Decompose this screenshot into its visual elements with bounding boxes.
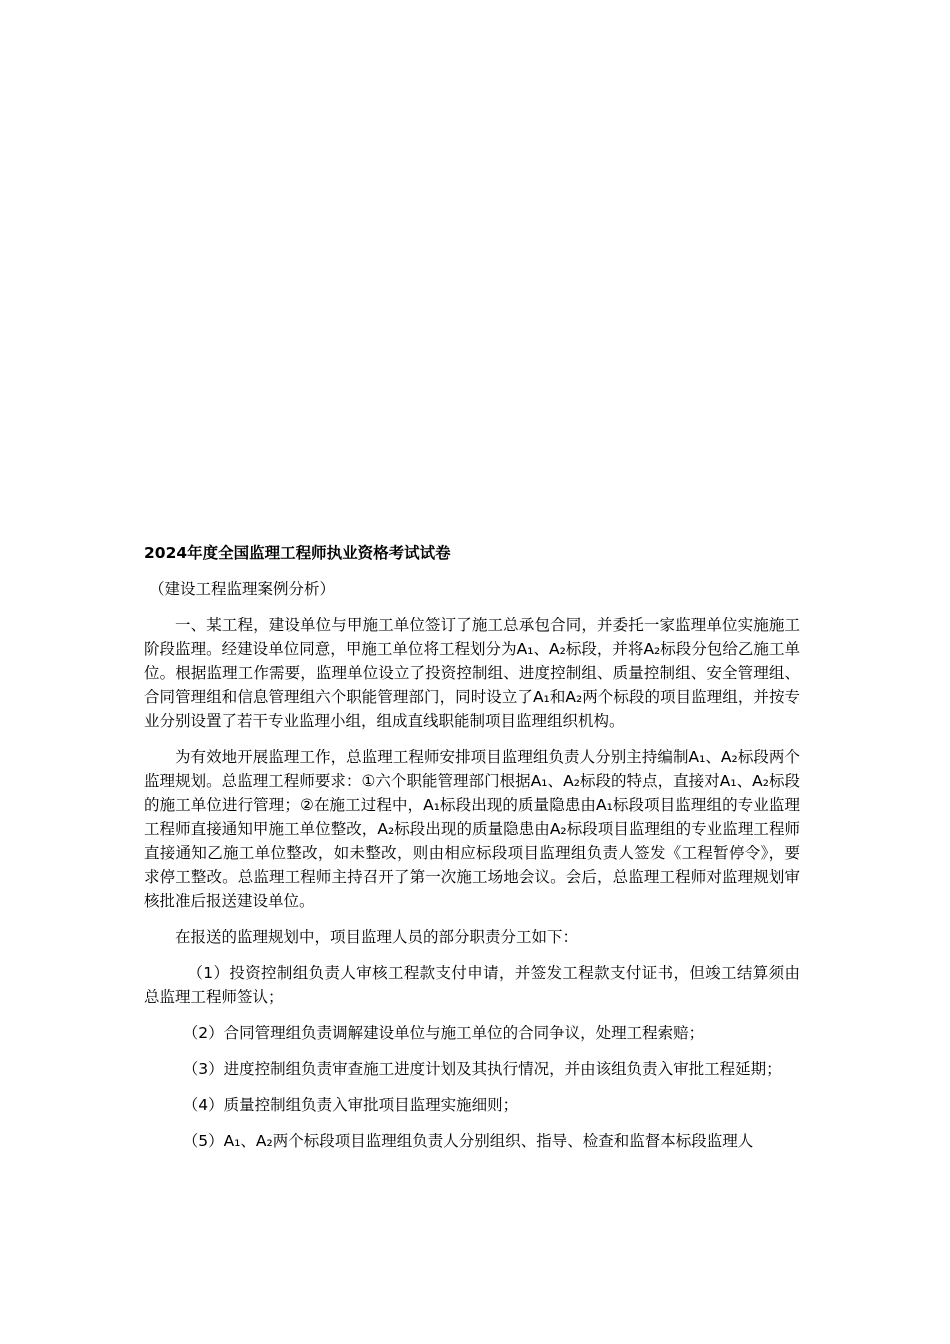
paragraph-duty-intro: 在报送的监理规划中，项目监理人员的部分职责分工如下： xyxy=(175,928,579,946)
exam-subtitle: （建设工程监理案例分析） xyxy=(149,580,336,598)
duty-item-5: （5）A₁、A₂两个标段项目监理组负责人分别组织、指导、检查和监督本标段监理人 xyxy=(182,1132,754,1150)
paragraph-case-intro: 一、某工程，建设单位与甲施工单位签订了施工总承包合同，并委托一家监理单位实施施工阶段监理。经建设单位同意，甲施工单位将工程划分为A₁、A₂标段，并将A₂标段分包给乙施工单位。根据监理工作需要，监理单位设立了投资控制组、进度控制组、质量控制组、安全管理组、合同管理组和信息管理组六个职能管理部门，同时设立了A₁和A₂两个标段的项目监理组，并按专业分别设置了若干专业监理小组，组成直线职能制项目监理组织机构。 xyxy=(144,616,800,730)
document-body xyxy=(144,541,800,1165)
duty-item-1: （1）投资控制组负责人审核工程款支付申请，并签发工程款支付证书，但竣工结算须由总监理工程师签认； xyxy=(144,964,800,1006)
duty-item-3: （3）进度控制组负责审查施工进度计划及其执行情况，并由该组负责入审批工程延期； xyxy=(182,1060,782,1078)
duty-item-2: （2）合同管理组负责调解建设单位与施工单位的合同争议，处理工程索赔； xyxy=(182,1024,705,1042)
paragraph-supervision-requirements: 为有效地开展监理工作，总监理工程师安排项目监理组负责人分别主持编制A₁、A₂标段两个监理规划。总监理工程师要求：①六个职能管理部门根据A₁、A₂标段的特点，直接对A₁、A₂标段的施工单位进行管理；②在施工过程中，A₁标段出现的质量隐患由A₁标段项目监理组的专业监理工程师直接通知甲施工单位整改，A₂标段出现的质量隐患由A₂标段项目监理组的专业监理工程师直接通知乙施工单位整改，如未整改，则由相应标段项目监理组负责人签发《工程暂停令》，要求停工整改。总监理工程师主持召开了第一次施工场地会议。会后，总监理工程师对监理规划审核批准后报送建设单位。 xyxy=(144,748,800,910)
duty-item-4: （4）质量控制组负责入审批项目监理实施细则； xyxy=(182,1096,519,1114)
exam-title: 2024年度全国监理工程师执业资格考试试卷 xyxy=(144,544,451,562)
